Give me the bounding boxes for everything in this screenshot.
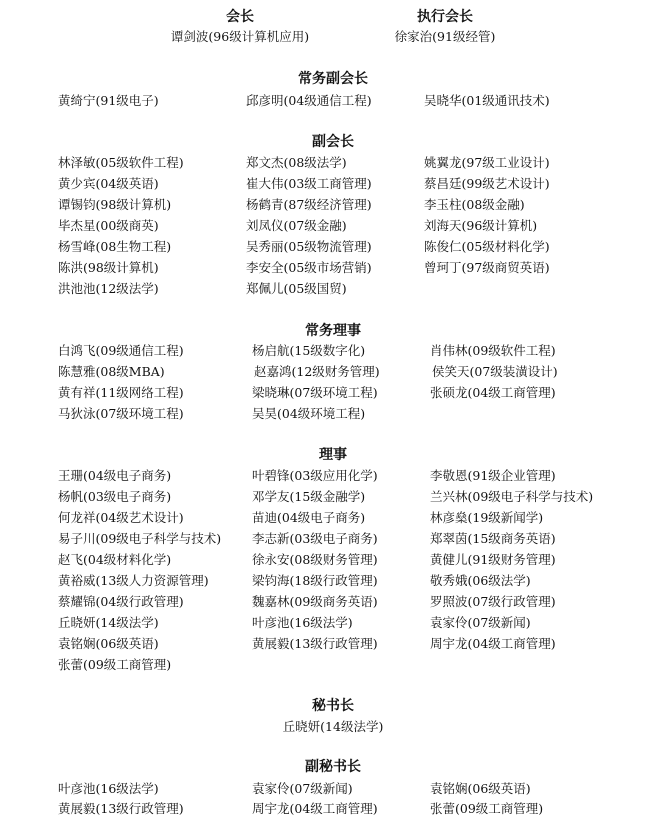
director-member: 杨帆(03级电子商务) (58, 489, 172, 504)
vp-member: 崔大伟(03级工商管理) (246, 176, 372, 191)
director-member: 叶彦池(16级法学) (252, 615, 353, 630)
standing-director-member: 赵嘉鸿(12级财务管理) (254, 364, 380, 379)
director-member: 梁钧海(18级行政管理) (252, 573, 378, 588)
director-member: 黄裕威(13级人力资源管理) (58, 573, 209, 588)
deputy-secretary-member: 袁家伶(07级新闻) (252, 781, 353, 796)
president-title: 会长 (226, 9, 254, 25)
standing-director-member: 陈慧雅(08级MBA) (58, 364, 165, 379)
director-member: 易子川(09级电子科学与技术) (58, 531, 222, 546)
director-member: 邓学友(15级金融学) (252, 489, 366, 504)
director-member: 兰兴林(09级电子科学与技术) (430, 489, 594, 504)
deputy-secretary-member: 黄展毅(13级行政管理) (58, 801, 184, 816)
standing-director-member: 肖伟林(09级软件工程) (430, 343, 556, 358)
director-member: 叶碧锋(03级应用化学) (252, 468, 378, 483)
exec-president-title: 执行会长 (417, 9, 473, 25)
director-member: 罗照波(07级行政管理) (430, 594, 556, 609)
director-member: 赵飞(04级材料化学) (58, 552, 172, 567)
vp-member: 吴秀丽(05级物流管理) (246, 239, 372, 254)
vp-member: 陈俊仁(05级材料化学) (424, 239, 550, 254)
secretary-title: 秘书长 (312, 698, 354, 714)
standing-director-member: 杨启航(15级数字化) (252, 343, 366, 358)
director-member: 周宇龙(04级工商管理) (430, 636, 556, 651)
director-member: 蔡耀锦(04级行政管理) (58, 594, 184, 609)
vp-member: 洪池池(12级法学) (58, 281, 159, 296)
standing-vp-member: 吴晓华(01级通讯技术) (424, 93, 550, 108)
standing-vp-member: 邱彦明(04级通信工程) (246, 93, 372, 108)
deputy-secretary-member: 叶彦池(16级法学) (58, 781, 159, 796)
deputy-secretary-member: 张蕾(09级工商管理) (430, 801, 544, 816)
deputy-secretary-title: 副秘书长 (305, 759, 361, 775)
director-member: 苗迪(04级电子商务) (252, 510, 366, 525)
vp-member: 姚翼龙(97级工业设计) (424, 155, 550, 170)
secretary-name: 丘晓妍(14级法学) (282, 719, 384, 734)
vp-member: 谭锡钧(98级计算机) (58, 197, 172, 212)
standing-director-member: 白鸿飞(09级通信工程) (58, 343, 184, 358)
vp-member: 陈洪(98级计算机) (58, 260, 159, 275)
standing-director-title: 常务理事 (305, 323, 361, 339)
director-member: 徐永安(08级财务管理) (252, 552, 378, 567)
standing-director-member: 侯笑天(07级装潢设计) (432, 364, 558, 379)
deputy-secretary-member: 袁铭娴(06级英语) (430, 781, 531, 796)
director-member: 黄健儿(91级财务管理) (430, 552, 556, 567)
vp-member: 杨雪峰(08生物工程) (58, 239, 172, 254)
director-member: 何龙祥(04级艺术设计) (58, 510, 184, 525)
standing-director-member: 梁晓琳(07级环境工程) (252, 385, 378, 400)
director-title: 理事 (319, 447, 347, 463)
vp-member: 郑佩儿(05级国贸) (246, 281, 347, 296)
vp-member: 刘凤仪(07级金融) (246, 218, 347, 233)
vp-member: 刘海天(96级计算机) (424, 218, 538, 233)
exec-president-name: 徐家治(91级经管) (394, 29, 496, 44)
director-member: 李志新(03级电子商务) (252, 531, 378, 546)
vp-member: 林泽敏(05级软件工程) (58, 155, 184, 170)
director-member: 魏嘉林(09级商务英语) (252, 594, 378, 609)
director-member: 郑翠茵(15级商务英语) (430, 531, 556, 546)
vp-member: 蔡昌廷(99级艺术设计) (424, 176, 550, 191)
vp-member: 郑文杰(08级法学) (246, 155, 347, 170)
standing-director-member: 吴昊(04级环境工程) (252, 406, 366, 421)
vp-member: 李玉柱(08级金融) (424, 197, 525, 212)
standing-vp-member: 黄绮宁(91级电子) (58, 93, 159, 108)
vp-member: 曾珂丁(97级商贸英语) (424, 260, 550, 275)
standing-director-member: 张硕龙(04级工商管理) (430, 385, 556, 400)
director-member: 林彦燊(19级新闻学) (430, 510, 544, 525)
deputy-secretary-member: 周宇龙(04级工商管理) (252, 801, 378, 816)
director-member: 袁铭娴(06级英语) (58, 636, 159, 651)
vp-member: 李安全(05级市场营销) (246, 260, 372, 275)
director-member: 王珊(04级电子商务) (58, 468, 172, 483)
director-member: 黄展毅(13级行政管理) (252, 636, 378, 651)
standing-director-member: 马狄泳(07级环境工程) (58, 406, 184, 421)
standing-director-member: 黄有祥(11级网络工程) (58, 385, 184, 400)
vp-title: 副会长 (312, 134, 354, 150)
director-member: 袁家伶(07级新闻) (430, 615, 531, 630)
standing-vp-title: 常务副会长 (298, 71, 368, 87)
president-name: 谭剑波(96级计算机应用) (170, 29, 310, 44)
vp-member: 杨鹤青(87级经济管理) (246, 197, 372, 212)
vp-member: 黄少宾(04级英语) (58, 176, 159, 191)
director-member: 张蕾(09级工商管理) (58, 657, 172, 672)
director-member: 李敬恩(91级企业管理) (430, 468, 556, 483)
director-member: 丘晓妍(14级法学) (58, 615, 159, 630)
director-member: 敬秀娥(06级法学) (430, 573, 531, 588)
vp-member: 毕杰星(00级商英) (58, 218, 159, 233)
